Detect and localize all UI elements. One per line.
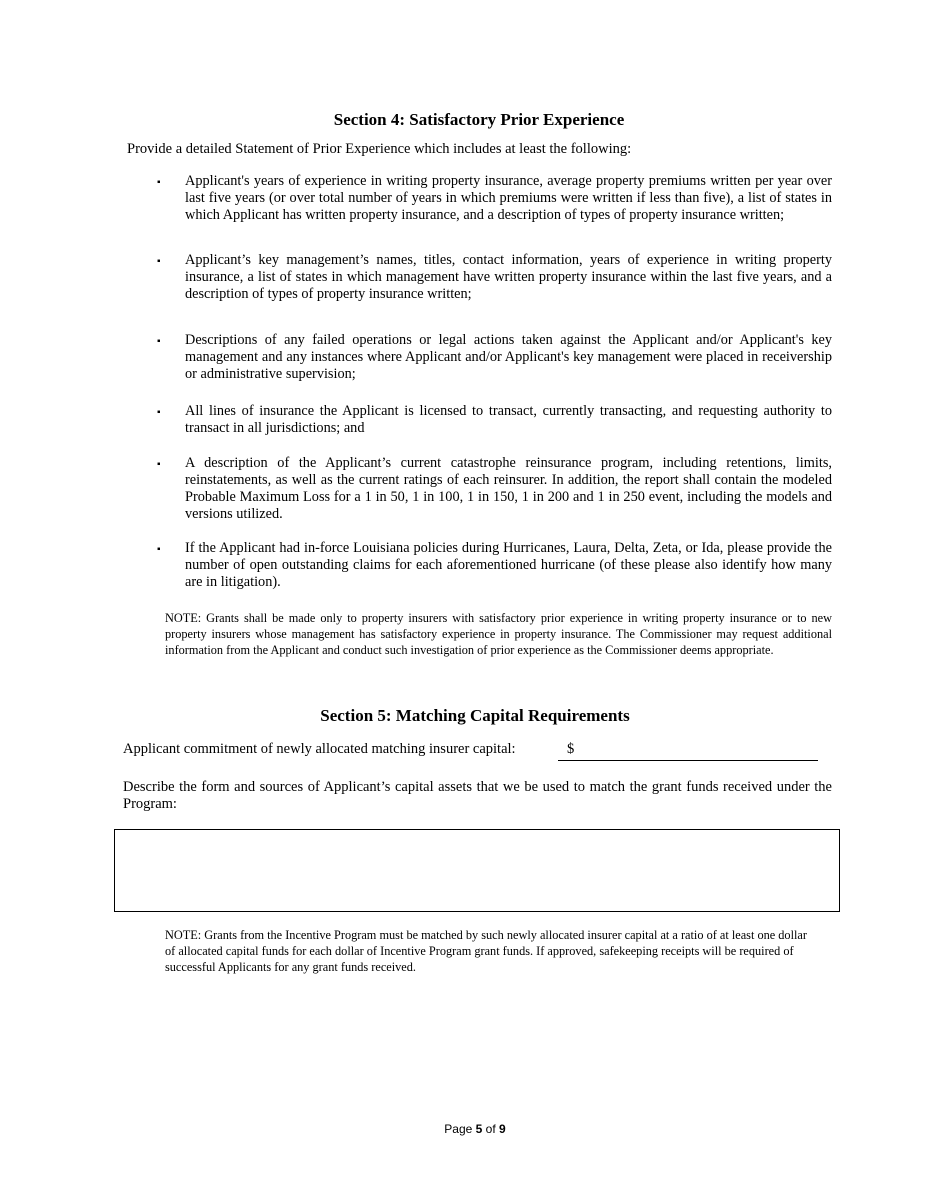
list-item-text: A description of the Applicant’s current catastrophe reinsurance program, including retentions, limits, reinstatements, as well as the current ratings of each reinsurer. In addition, the report shall contain the modeled Probable Maximum Loss for a 1 in 50, 1 in 100, 1 in 150, 1 in 200 and 1 in 250 event, including the models and versions utilized. bbox=[185, 455, 832, 522]
list-item-text: Applicant’s key management’s names, titles, contact information, years of experience in writing property insurance, a list of states in which management have written property insurance within the last five years, and a description of types of property insurance written; bbox=[185, 252, 832, 302]
list-item-text: All lines of insurance the Applicant is licensed to transact, currently transacting, and requesting authority to transact in all jurisdictions; and bbox=[185, 403, 832, 436]
capital-sources-textbox[interactable] bbox=[114, 829, 840, 912]
section-5-note: NOTE: Grants from the Incentive Program must be matched by such newly allocated insurer capital at a ratio of at least one dollar of allocated capital funds for each dollar of Incentive Program grant funds. If approved, safekeeping receipts will be required of successful Applicants for any grant funds received. bbox=[165, 928, 807, 974]
prior-experience-list bbox=[155, 173, 832, 610]
list-item-text: If the Applicant had in-force Louisiana policies during Hurricanes, Laura, Delta, Zeta, or Ida, please provide the number of open outstanding claims for each aforementioned hurricane (of these please also identify how many are in litigation). bbox=[185, 540, 832, 590]
list-item bbox=[155, 173, 832, 224]
capital-commitment-field[interactable] bbox=[558, 740, 818, 761]
page-number bbox=[0, 1122, 950, 1136]
list-item bbox=[155, 403, 832, 437]
bullet-icon: ▪ bbox=[157, 407, 161, 418]
section-4-note: NOTE: Grants shall be made only to property insurers with satisfactory prior experience in writing property insurance or to new property insurers whose management has satisfactory experience in property insurance. The Commissioner may request additional information from the Applicant and conduct such investigation of prior experience as the Commissioner deems appropriate. bbox=[165, 611, 832, 657]
capital-commitment-label: Applicant commitment of newly allocated matching insurer capital: bbox=[123, 741, 516, 757]
list-item bbox=[155, 455, 832, 523]
capital-sources-label: Describe the form and sources of Applicant’s capital assets that we be used to match the grant funds received under the Program: bbox=[123, 779, 832, 812]
list-item bbox=[155, 540, 832, 591]
bullet-icon: ▪ bbox=[157, 256, 161, 267]
bullet-icon: ▪ bbox=[157, 459, 161, 470]
section-4-intro: Provide a detailed Statement of Prior Experience which includes at least the following: bbox=[127, 141, 632, 157]
currency-symbol: $ bbox=[567, 741, 575, 757]
bullet-icon: ▪ bbox=[157, 177, 161, 188]
list-item-text: Descriptions of any failed operations or legal actions taken against the Applicant and/or Applicant's key management and any instances where Applicant and/or Applicant's key management were placed in receivership or administrative supervision; bbox=[185, 332, 832, 382]
list-item-text: Applicant's years of experience in writing property insurance, average property premiums written per year over last five years (or over total number of years in which premiums were written if less than five), a list of states in which Applicant has written property insurance, and a description of types of property insurance written; bbox=[185, 173, 832, 223]
section-4-title: Section 4: Satisfactory Prior Experience bbox=[333, 110, 625, 129]
bullet-icon: ▪ bbox=[157, 544, 161, 555]
list-item bbox=[155, 332, 832, 383]
page-of: of bbox=[485, 1122, 496, 1136]
list-item bbox=[155, 252, 832, 303]
section-5-title: Section 5: Matching Capital Requirements bbox=[320, 706, 630, 725]
page-current: 5 bbox=[475, 1122, 483, 1136]
bullet-icon: ▪ bbox=[157, 336, 161, 347]
page-prefix: Page bbox=[444, 1122, 473, 1136]
page-total: 9 bbox=[499, 1122, 506, 1136]
